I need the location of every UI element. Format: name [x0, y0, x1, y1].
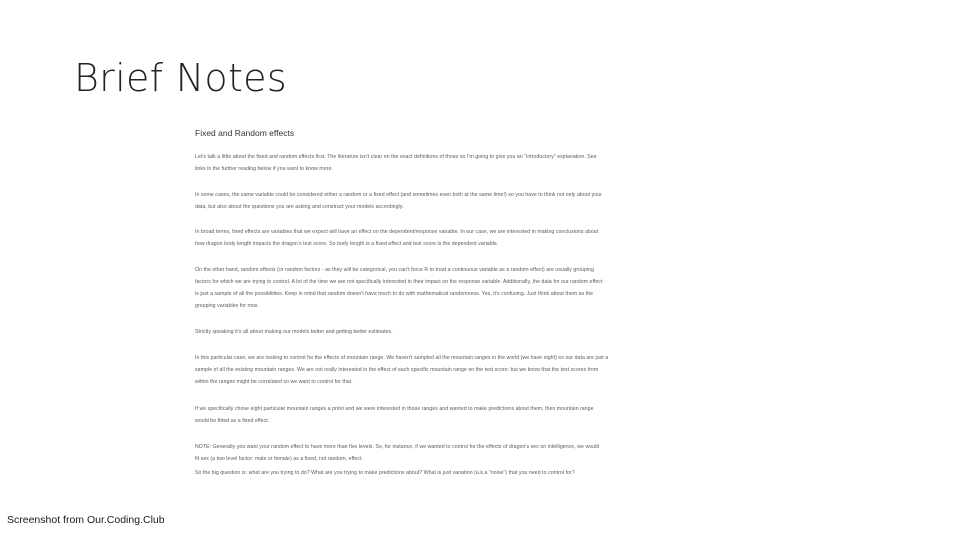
paragraph-line: If we specifically chose eight particular mountain ranges a priori and we were interested in those ranges and wanted to make predictions about them, then mountain range	[195, 406, 594, 412]
slide-title: Brief Notes	[74, 56, 287, 100]
paragraph-line: is just a sample of all the possibilities. Keep in mind that random doesn't have much to do with mathematical randomness. Yes, it's confusing. Just think about them as the	[195, 291, 594, 297]
paragraph-line: sample of all the existing mountain ranges. We are not really interested in the effect of each specific mountain range on the test score: but we know that the test scores from	[195, 367, 599, 373]
article-screenshot	[193, 124, 713, 484]
paragraph-line: In this particular case, we are looking to control for the effects of mountain range. We haven't sampled all the mountain ranges in the world (we have eight) so our data are just a	[195, 355, 609, 361]
source-caption: Screenshot from Our.Coding.Club	[7, 514, 165, 526]
paragraph-line: Strictly speaking it's all about making our models better and getting better estimates.	[195, 329, 393, 335]
paragraph-line: how dragon body length impacts the dragon's test score. So body length is a fixed effect and test score is the dependent variable.	[195, 241, 499, 247]
paragraph-line: within the ranges might be correlated so we want to control for that.	[195, 379, 353, 385]
paragraph-line: would be fitted as a fixed effect.	[195, 418, 270, 424]
paragraph-line: data, but also about the questions you are asking and construct your models accordingly.	[195, 204, 404, 210]
paragraph-line: links in the further reading below if you want to know more.	[195, 166, 333, 172]
paragraph-line: On the other hand, random effects (or random factors - as they will be categorical, you can't force R to treat a continuous variable as a random effect) are usually grouping	[195, 267, 595, 273]
paragraph-line: factors for which we are trying to control. A lot of the time we are not specifically interested in their impact on the response variable. Additionally, the data for our random effect	[195, 279, 603, 285]
paragraph-line: fit sex (a two level factor: male or female) as a fixed, not random, effect.	[195, 456, 364, 462]
paragraph-line: Let's talk a little about the fixed and random effects first. The literature isn't clear on the exact definitions of those so I'm going to give you an "introductory" explanation. See	[195, 154, 597, 160]
paragraph-line: NOTE: Generally you want your random effect to have more than five levels. So, for instance, if we wanted to control for the effects of dragon's sex on intelligence, we would	[195, 444, 600, 450]
paragraph-line: So the big question is: what are you trying to do? What are you trying to make predictions about? What is just variation (a.k.a "noise") that you need to control for?	[195, 470, 575, 476]
paragraph-line: In broad terms, fixed effects are variables that we expect will have an effect on the dependent/response variable. In our case, we are interested in making conclusions about	[195, 229, 599, 235]
article-heading: Fixed and Random effects	[195, 128, 295, 138]
paragraph-line: In some cases, the same variable could be considered either a random or a fixed effect (and sometimes even both at the same time!) so you have to think not only about your	[195, 192, 602, 198]
paragraph-line: grouping variables for now.	[195, 303, 259, 309]
